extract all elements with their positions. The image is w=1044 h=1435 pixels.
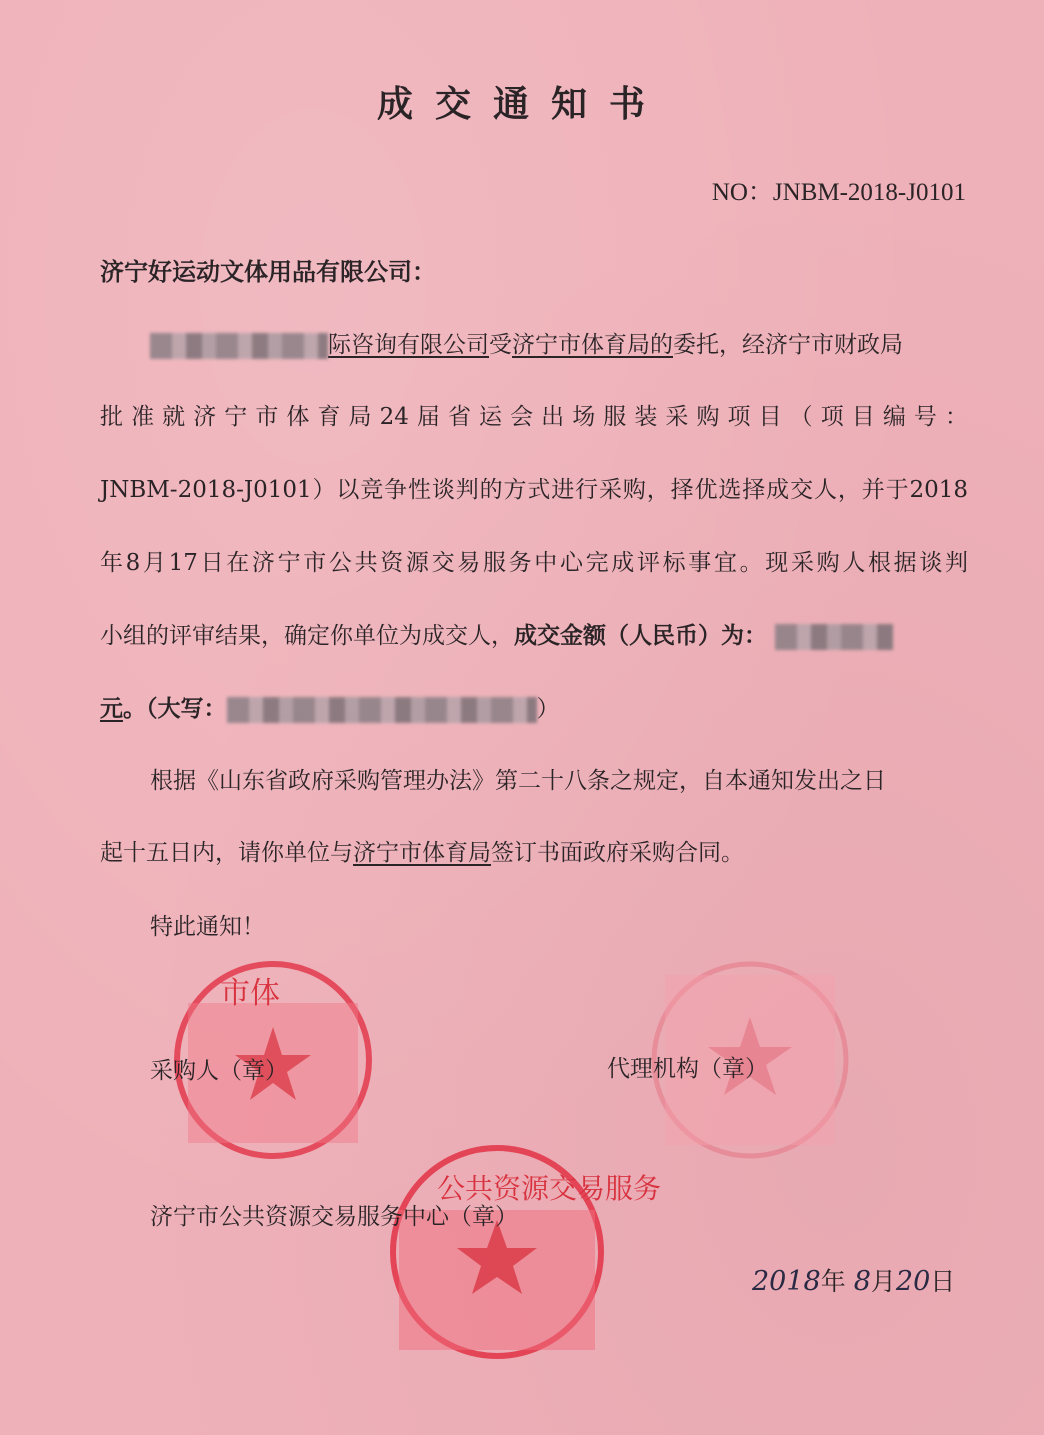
currency-unit: 元 <box>100 696 123 722</box>
amount-words-label: 。（大写： <box>123 696 227 722</box>
paragraph-2-line-1: 根据《山东省政府采购管理办法》第二十八条之规定，自本通知发出之日 <box>150 768 886 794</box>
date-day: 20 <box>895 1266 931 1297</box>
paragraph-1-line-5 <box>100 617 893 650</box>
agency-seal-label: 代理机构（章） <box>607 1056 768 1082</box>
redacted-amount <box>775 624 893 650</box>
date-year-unit: 年 <box>820 1267 846 1296</box>
text-segment: 签订书面政府采购合同。 <box>491 840 744 866</box>
closing-phrase: 特此通知！ <box>150 914 265 940</box>
paragraph-1-line-1 <box>150 326 903 359</box>
trading-center-seal <box>385 1140 662 1365</box>
text-segment: 小组的评审结果，确定你单位为成交人， <box>100 623 514 649</box>
redacted-amount-words <box>227 697 537 723</box>
client-name: 济宁市体育局的 <box>512 332 673 358</box>
document-title: 成交通知书 <box>376 84 667 125</box>
text-segment: 起十五日内，请你单位与 <box>100 840 353 866</box>
paragraph-2-line-2 <box>100 834 744 867</box>
addressee: 济宁好运动文体用品有限公司： <box>100 258 436 286</box>
purchaser-seal-label: 采购人（章） <box>150 1058 288 1084</box>
paragraph-1-line-6 <box>100 690 560 723</box>
text-segment: 受 <box>489 332 512 358</box>
date-day-unit: 日 <box>930 1267 956 1296</box>
date-month: 8 <box>853 1266 871 1297</box>
center-seal-label: 济宁市公共资源交易服务中心（章） <box>150 1204 518 1230</box>
text-segment: ） <box>536 696 560 722</box>
agency-name-tail: 际咨询有限公司 <box>328 332 489 358</box>
seal-lettering: 市体 <box>220 976 280 1011</box>
paragraph-1-line-4: 年8月17日在济宁市公共资源交易服务中心完成评标事宜。现采购人根据谈判 <box>100 550 968 576</box>
date-year: 2018 <box>752 1266 821 1297</box>
seal-lettering: 公共资源交易服务 <box>437 1172 662 1205</box>
amount-label: 成交金额（人民币）为： <box>514 623 767 649</box>
issue-date <box>752 1262 955 1298</box>
paragraph-1-line-2: 批准就济宁市体育局24届省运会出场服装采购项目（项目编号： <box>100 404 968 430</box>
client-name: 济宁市体育局 <box>353 840 491 866</box>
document-number: NO：JNBM-2018-J0101 <box>711 179 966 206</box>
redacted-agency-name <box>150 333 328 359</box>
text-segment: 委托，经济宁市财政局 <box>673 332 903 358</box>
date-month-unit: 月 <box>870 1267 896 1296</box>
paragraph-1-line-3: JNBM-2018-J0101）以竞争性谈判的方式进行采购，择优选择成交人，并于2018 <box>100 477 968 503</box>
